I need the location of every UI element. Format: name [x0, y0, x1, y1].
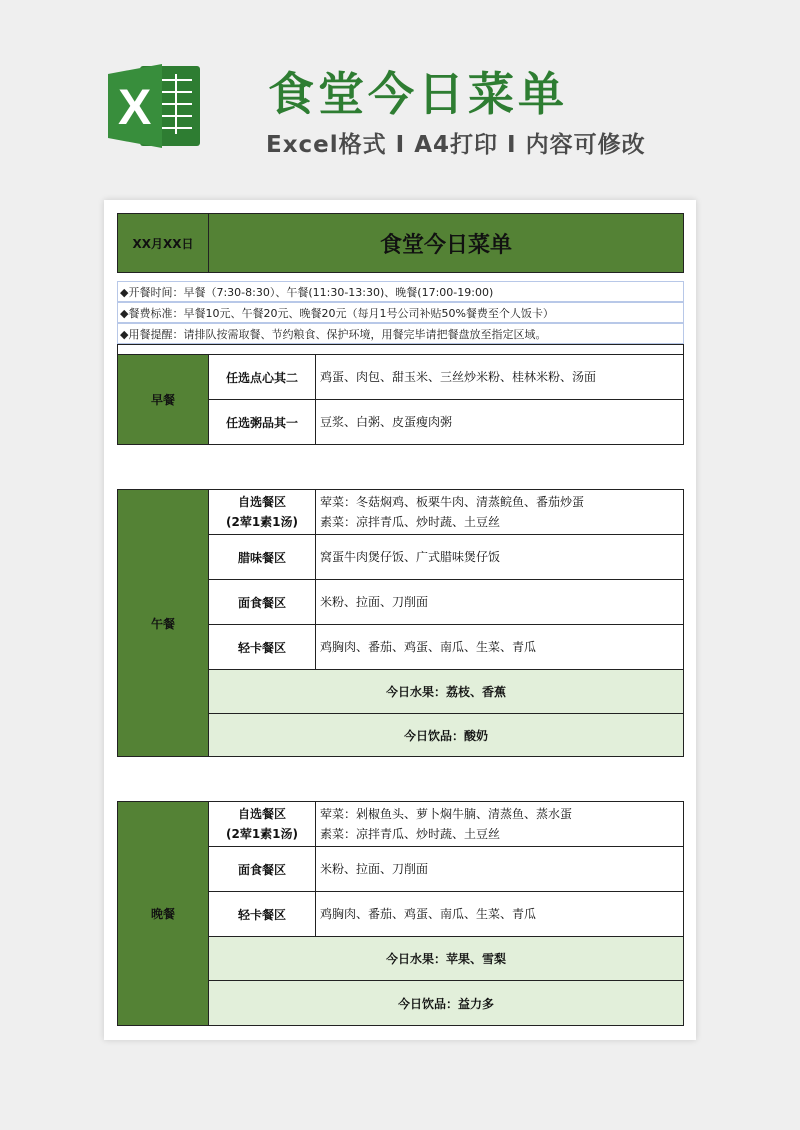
lunch-zone: 腊味餐区 [208, 534, 316, 580]
breakfast-zone: 任选粥品其一 [208, 399, 316, 445]
lunch-zone-note: (2荤1素1汤) [225, 515, 299, 529]
dinner-meat-items: 荤菜：剁椒鱼头、萝卜焖牛腩、清蒸鱼、蒸水蛋 [320, 807, 573, 821]
lunch-zone [208, 489, 316, 535]
note-reminder: ◆用餐提醒：请排队按需取餐、节约粮食、保护环境，用餐完毕请把餐盘放至指定区域。 [117, 323, 684, 344]
dinner-veg-items: 素菜：凉拌青瓜、炒时蔬、土豆丝 [320, 827, 501, 841]
note-open-time: ◆开餐时间：早餐（7:30-8:30）、午餐(11:30-13:30)、晚餐(17:00-19:00) [117, 281, 684, 302]
dinner-items: 米粉、拉面、刀削面 [315, 846, 684, 892]
date-cell[interactable]: XX月XX日 [117, 213, 209, 273]
logo-letter: X [118, 79, 152, 135]
lunch-drink: 今日饮品：酸奶 [208, 713, 684, 757]
breakfast-label: 早餐 [117, 354, 209, 445]
lunch-items: 鸡胸肉、番茄、鸡蛋、南瓜、生菜、青瓜 [315, 624, 684, 670]
sheet-title-cell[interactable]: 食堂今日菜单 [208, 213, 684, 273]
dinner-zone [208, 801, 316, 847]
dinner-items: 鸡胸肉、番茄、鸡蛋、南瓜、生菜、青瓜 [315, 891, 684, 937]
lunch-items: 窝蛋牛肉煲仔饭、广式腊味煲仔饭 [315, 534, 684, 580]
dinner-zone-name: 自选餐区 [237, 807, 286, 821]
page-title: 食堂今日菜单 [268, 67, 568, 121]
note-fee: ◆餐费标准：早餐10元、午餐20元、晚餐20元（每月1号公司补贴50%餐费至个人饭卡） [117, 302, 684, 323]
dinner-label: 晚餐 [117, 801, 209, 1026]
lunch-items: 米粉、拉面、刀削面 [315, 579, 684, 625]
lunch-fruit: 今日水果：荔枝、香蕉 [208, 669, 684, 714]
lunch-zone: 轻卡餐区 [208, 624, 316, 670]
dinner-drink: 今日饮品：益力多 [208, 980, 684, 1026]
lunch-meat-items: 荤菜：冬菇焖鸡、板栗牛肉、清蒸鲩鱼、番茄炒蛋 [320, 495, 585, 509]
dinner-zone: 面食餐区 [208, 846, 316, 892]
excel-logo-icon [104, 60, 204, 152]
dinner-items [315, 801, 684, 847]
lunch-veg-items: 素菜：凉拌青瓜、炒时蔬、土豆丝 [320, 515, 501, 529]
page-subtitle: Excel格式 I A4打印 I 内容可修改 [266, 132, 646, 158]
dinner-zone-note: (2荤1素1汤) [225, 827, 299, 841]
breakfast-items: 鸡蛋、肉包、甜玉米、三丝炒米粉、桂林米粉、汤面 [315, 354, 684, 400]
dinner-fruit: 今日水果：苹果、雪梨 [208, 936, 684, 981]
dinner-zone: 轻卡餐区 [208, 891, 316, 937]
lunch-items [315, 489, 684, 535]
lunch-label: 午餐 [117, 489, 209, 757]
breakfast-zone: 任选点心其二 [208, 354, 316, 400]
lunch-zone-name: 自选餐区 [237, 495, 286, 509]
breakfast-items: 豆浆、白粥、皮蛋瘦肉粥 [315, 399, 684, 445]
lunch-zone: 面食餐区 [208, 579, 316, 625]
